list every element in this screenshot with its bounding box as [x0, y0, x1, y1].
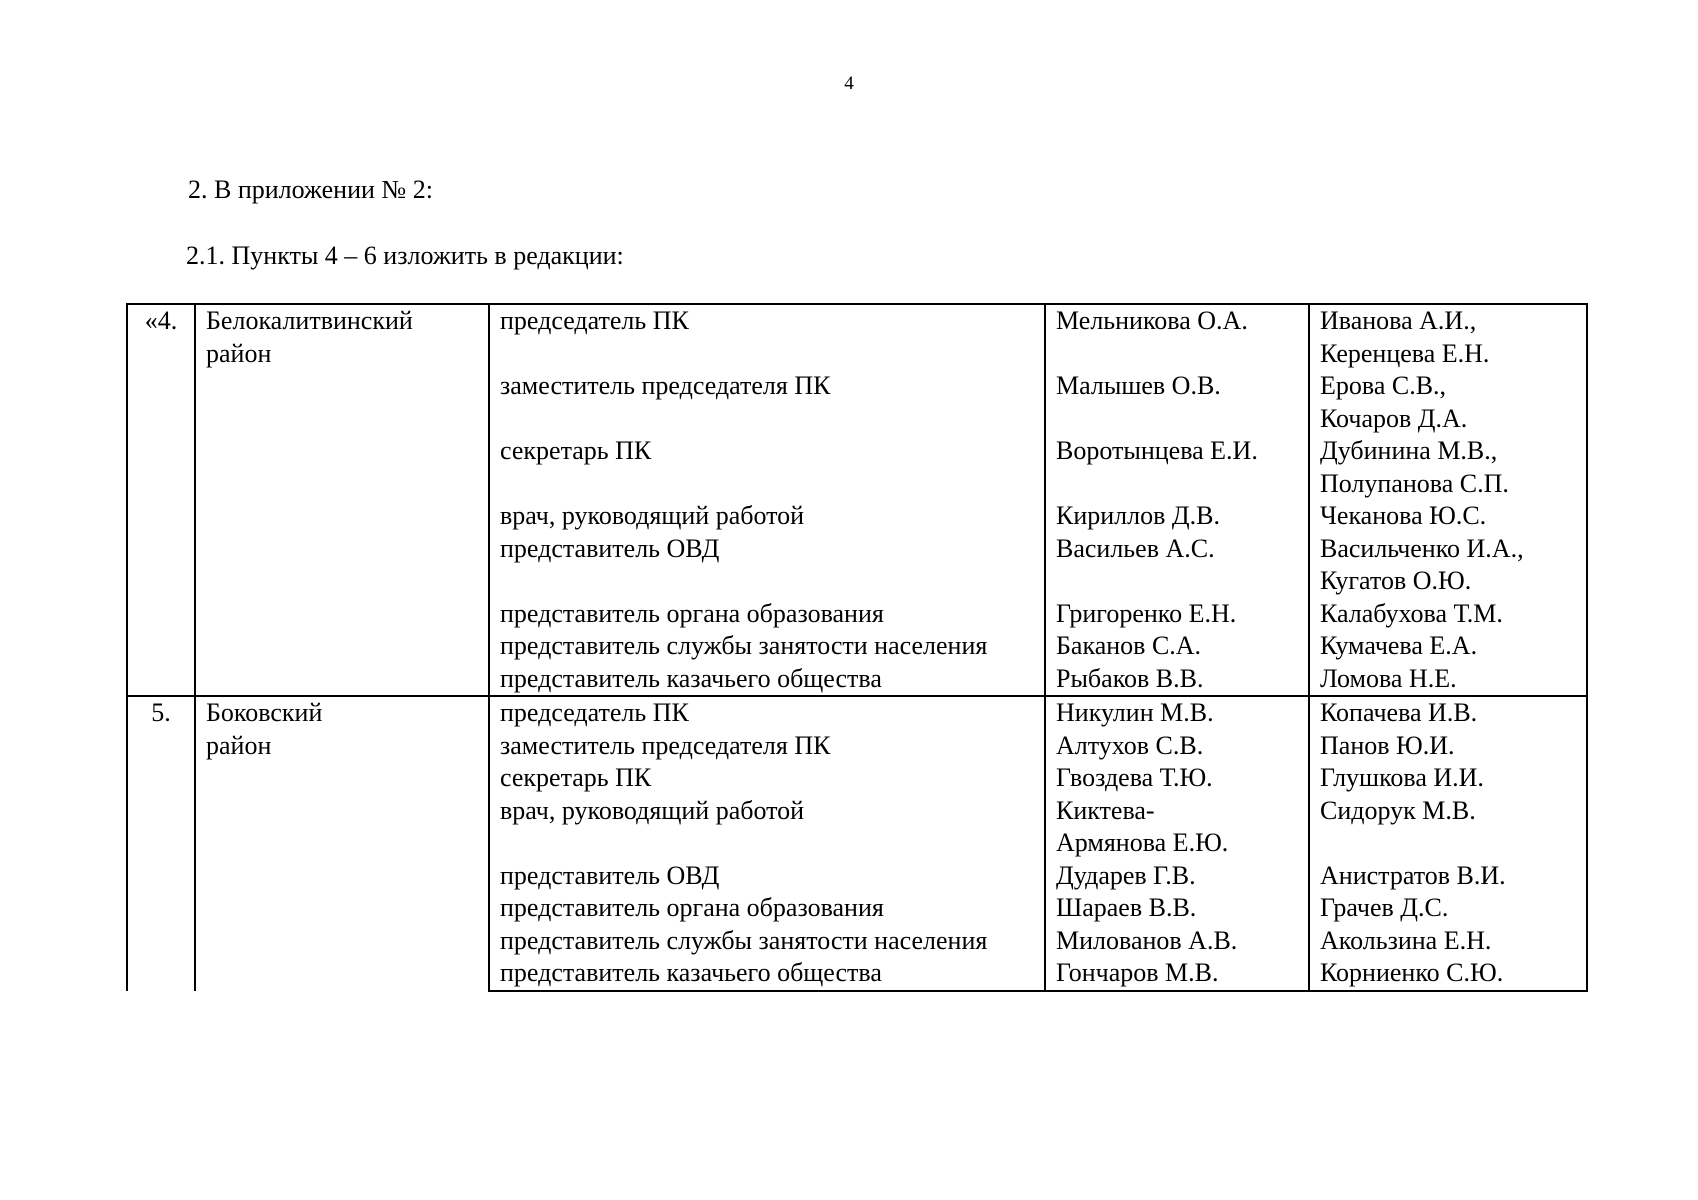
main-member-line: Милованов А.В. [1056, 925, 1238, 955]
main-member-line: Васильев А.С. [1056, 533, 1215, 563]
main-member-line: Гончаров М.В. [1056, 958, 1219, 987]
commission-role [489, 533, 1045, 598]
commission-role [489, 663, 1045, 697]
commission-role-line: представитель органа образования [500, 893, 884, 922]
reserve-member-line: Панов Ю.И. [1320, 730, 1455, 760]
commission-role [489, 370, 1045, 435]
reserve-member-line: Копачева И.В. [1320, 698, 1478, 727]
district-name-line: Боковский [206, 698, 323, 727]
page-number: 4 [844, 73, 854, 94]
commission-role-line [500, 565, 1044, 598]
main-member-line: Шараев В.В. [1056, 893, 1197, 922]
main-member-line: Гвоздева Т.Ю. [1056, 763, 1213, 792]
commission-role-line: представитель ОВД [500, 533, 720, 563]
main-member [1045, 663, 1309, 697]
commission-role [489, 860, 1045, 893]
reserve-member [1309, 598, 1587, 631]
commission-role-line: председатель ПК [500, 306, 689, 335]
district-name-line: район [206, 730, 272, 760]
item-number [127, 696, 195, 991]
main-member [1045, 598, 1309, 631]
commission-role-line: представитель органа образования [500, 598, 884, 628]
reserve-member-line: Иванова А.И., [1320, 306, 1477, 335]
main-member [1045, 304, 1309, 370]
commission-role-line: представитель службы занятости населения [500, 925, 988, 955]
reserve-member [1309, 925, 1587, 958]
main-member-line: Армянова Е.Ю. [1056, 828, 1229, 857]
reserve-member-line: Кочаров Д.А. [1320, 403, 1468, 433]
reserve-member-line: Ерова С.В., [1320, 371, 1447, 400]
commission-role-line: секретарь ПК [500, 763, 652, 792]
main-member-line: Киктева- [1056, 795, 1155, 825]
reserve-member-line: Васильченко И.А., [1320, 533, 1524, 563]
main-member [1045, 730, 1309, 763]
paragraph-amendment-items-4-6: 2.1. Пункты 4 – 6 изложить в редакции: [186, 241, 624, 270]
commission-role [489, 696, 1045, 730]
main-member [1045, 892, 1309, 925]
commission-role-line: представитель ОВД [500, 860, 720, 890]
commission-role [489, 762, 1045, 795]
main-member-line [1056, 565, 1308, 598]
reserve-member [1309, 533, 1587, 598]
item-number [127, 304, 195, 696]
main-member-line [1056, 468, 1308, 501]
commission-role [489, 957, 1045, 991]
item-number-text: 5. [151, 698, 171, 727]
reserve-member-line: Кумачева Е.А. [1320, 631, 1478, 660]
main-member [1045, 795, 1309, 860]
reserve-member-line: Кугатов О.Ю. [1320, 566, 1472, 595]
main-member-line: Рыбаков В.В. [1056, 663, 1204, 693]
main-member-line: Кириллов Д.В. [1056, 501, 1220, 530]
commission-role-line: представитель казачьего общества [500, 663, 882, 693]
main-member [1045, 500, 1309, 533]
commission-role [489, 892, 1045, 925]
reserve-member-line: Грачев Д.С. [1320, 893, 1449, 922]
main-member-line: Алтухов С.В. [1056, 730, 1204, 760]
main-member-line: Дударев Г.В. [1056, 860, 1196, 890]
reserve-member-line: Акользина Е.Н. [1320, 925, 1492, 955]
reserve-member-line: Калабухова Т.М. [1320, 598, 1503, 628]
reserve-member [1309, 663, 1587, 697]
commission-role [489, 598, 1045, 631]
commission-role-line [500, 468, 1044, 501]
commission-role-line: председатель ПК [500, 698, 689, 727]
main-member [1045, 630, 1309, 663]
table-row [127, 696, 1587, 730]
district-name [195, 304, 489, 696]
main-member-line: Малышев О.В. [1056, 371, 1221, 400]
reserve-member-line [1320, 827, 1586, 860]
reserve-member [1309, 696, 1587, 730]
commission-role [489, 925, 1045, 958]
main-member-line [1056, 338, 1308, 371]
reserve-member [1309, 795, 1587, 860]
commission-role-line: секретарь ПК [500, 436, 652, 465]
commission-role-line: заместитель председателя ПК [500, 730, 831, 760]
commission-composition-table [126, 303, 1588, 992]
commission-role [489, 304, 1045, 370]
main-member [1045, 435, 1309, 500]
reserve-member-line: Дубинина М.В., [1320, 436, 1498, 465]
table-body [127, 304, 1587, 991]
commission-role [489, 435, 1045, 500]
reserve-member-line: Ломова Н.Е. [1320, 663, 1457, 693]
main-member-line: Мельникова О.А. [1056, 306, 1248, 335]
reserve-member-line: Керенцева Е.Н. [1320, 338, 1490, 368]
table-row [127, 304, 1587, 370]
item-number-text: «4. [144, 306, 178, 335]
main-member [1045, 696, 1309, 730]
paragraph-amendment-appendix-2: 2. В приложении № 2: [188, 175, 433, 204]
commission-role [489, 630, 1045, 663]
reserve-member [1309, 860, 1587, 893]
commission-role-line: врач, руководящий работой [500, 501, 805, 530]
district-name-line: район [206, 338, 272, 368]
reserve-member [1309, 435, 1587, 500]
reserve-member-line: Сидорук М.В. [1320, 795, 1476, 825]
main-member [1045, 925, 1309, 958]
reserve-member [1309, 370, 1587, 435]
commission-role [489, 795, 1045, 860]
main-member-line: Воротынцева Е.И. [1056, 436, 1258, 465]
commission-role [489, 730, 1045, 763]
commission-role-line [500, 403, 1044, 436]
reserve-member-line: Чеканова Ю.С. [1320, 501, 1487, 530]
commission-role-line: врач, руководящий работой [500, 795, 805, 825]
main-member [1045, 957, 1309, 991]
main-member-line: Баканов С.А. [1056, 631, 1202, 660]
main-member [1045, 533, 1309, 598]
reserve-member-line: Анистратов В.И. [1320, 860, 1506, 890]
commission-role [489, 500, 1045, 533]
reserve-member-line: Корниенко С.Ю. [1320, 958, 1504, 987]
reserve-member-line: Глушкова И.И. [1320, 763, 1484, 792]
commission-role-line: заместитель председателя ПК [500, 371, 831, 400]
main-member-line [1056, 403, 1308, 436]
reserve-member [1309, 957, 1587, 991]
commission-role-line: представитель службы занятости населения [500, 631, 988, 660]
main-member-line: Григоренко Е.Н. [1056, 598, 1237, 628]
reserve-member [1309, 304, 1587, 370]
reserve-member [1309, 730, 1587, 763]
main-member [1045, 762, 1309, 795]
reserve-member-line: Полупанова С.П. [1320, 468, 1509, 498]
commission-role-line: представитель казачьего общества [500, 958, 882, 987]
reserve-member [1309, 630, 1587, 663]
reserve-member [1309, 500, 1587, 533]
main-member-line: Никулин М.В. [1056, 698, 1214, 727]
main-member [1045, 860, 1309, 893]
reserve-member [1309, 762, 1587, 795]
main-member [1045, 370, 1309, 435]
commission-role-line [500, 338, 1044, 371]
commission-role-line [500, 827, 1044, 860]
district-name [195, 696, 489, 991]
district-name-line: Белокалитвинский [206, 306, 413, 335]
reserve-member [1309, 892, 1587, 925]
